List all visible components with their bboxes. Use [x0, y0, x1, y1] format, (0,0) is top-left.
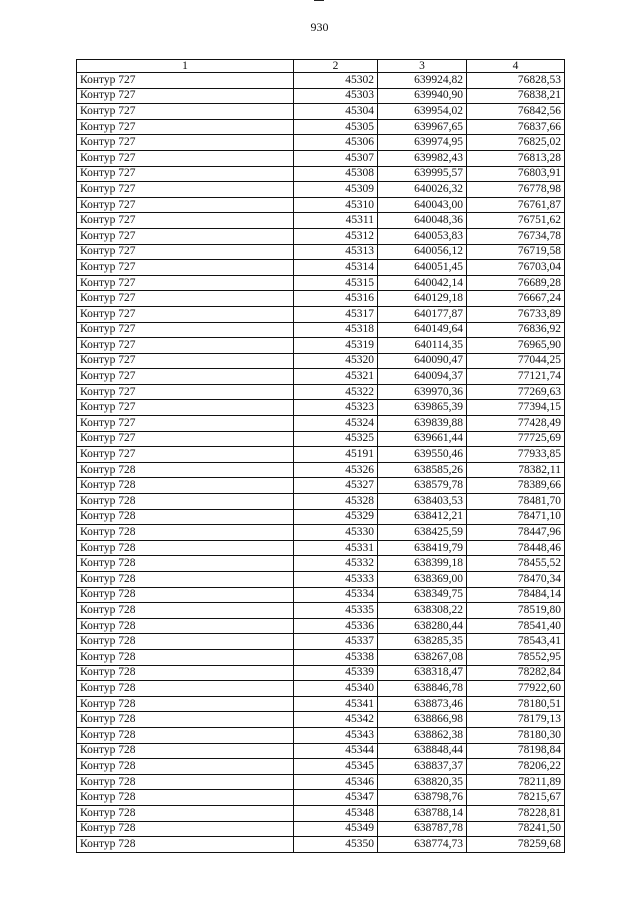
y-coordinate-cell: 76837,66	[467, 119, 565, 135]
point-number-cell: 45328	[294, 494, 378, 510]
x-coordinate-cell: 638412,21	[378, 509, 467, 525]
column-header-3: 3	[378, 60, 467, 73]
x-coordinate-cell: 638866,98	[378, 712, 467, 728]
table-header	[77, 60, 565, 73]
y-coordinate-cell: 76719,58	[467, 244, 565, 260]
point-number-cell: 45337	[294, 634, 378, 650]
table-row	[77, 712, 565, 728]
contour-name-cell: Контур 728	[77, 759, 294, 775]
point-number-cell: 45349	[294, 821, 378, 837]
table-row	[77, 353, 565, 369]
contour-name-cell: Контур 728	[77, 649, 294, 665]
x-coordinate-cell: 640051,45	[378, 260, 467, 276]
x-coordinate-cell: 638285,35	[378, 634, 467, 650]
table-row	[77, 462, 565, 478]
table-row	[77, 540, 565, 556]
table-row	[77, 805, 565, 821]
contour-name-cell: Контур 728	[77, 509, 294, 525]
table-row	[77, 416, 565, 432]
contour-name-cell: Контур 727	[77, 306, 294, 322]
x-coordinate-cell: 638774,73	[378, 837, 467, 853]
point-number-cell: 45334	[294, 587, 378, 603]
y-coordinate-cell: 78470,34	[467, 572, 565, 588]
table-row	[77, 228, 565, 244]
contour-name-cell: Контур 727	[77, 73, 294, 89]
y-coordinate-cell: 76842,56	[467, 104, 565, 120]
x-coordinate-cell: 639839,88	[378, 416, 467, 432]
point-number-cell: 45341	[294, 696, 378, 712]
coordinates-table	[76, 59, 565, 853]
point-number-cell: 45325	[294, 431, 378, 447]
point-number-cell: 45306	[294, 135, 378, 151]
contour-name-cell: Контур 728	[77, 618, 294, 634]
point-number-cell: 45326	[294, 462, 378, 478]
y-coordinate-cell: 76813,28	[467, 150, 565, 166]
y-coordinate-cell: 78471,10	[467, 509, 565, 525]
y-coordinate-cell: 78389,66	[467, 478, 565, 494]
contour-name-cell: Контур 728	[77, 727, 294, 743]
point-number-cell: 45304	[294, 104, 378, 120]
table-row	[77, 665, 565, 681]
y-coordinate-cell: 78484,14	[467, 587, 565, 603]
x-coordinate-cell: 639954,02	[378, 104, 467, 120]
y-coordinate-cell: 78228,81	[467, 805, 565, 821]
y-coordinate-cell: 76667,24	[467, 291, 565, 307]
y-coordinate-cell: 76751,62	[467, 213, 565, 229]
page-number: 930	[310, 20, 329, 34]
point-number-cell: 45330	[294, 525, 378, 541]
x-coordinate-cell: 639940,90	[378, 88, 467, 104]
y-coordinate-cell: 78211,89	[467, 774, 565, 790]
contour-name-cell: Контур 727	[77, 213, 294, 229]
point-number-cell: 45331	[294, 540, 378, 556]
point-number-cell: 45314	[294, 260, 378, 276]
point-number-cell: 45340	[294, 681, 378, 697]
table-row	[77, 104, 565, 120]
y-coordinate-cell: 78481,70	[467, 494, 565, 510]
x-coordinate-cell: 639865,39	[378, 400, 467, 416]
contour-name-cell: Контур 728	[77, 681, 294, 697]
table-row	[77, 369, 565, 385]
contour-name-cell: Контур 727	[77, 338, 294, 354]
table-row	[77, 119, 565, 135]
contour-name-cell: Контур 728	[77, 712, 294, 728]
contour-name-cell: Контур 727	[77, 431, 294, 447]
y-coordinate-cell: 76734,78	[467, 228, 565, 244]
x-coordinate-cell: 639982,43	[378, 150, 467, 166]
y-coordinate-cell: 78198,84	[467, 743, 565, 759]
x-coordinate-cell: 638579,78	[378, 478, 467, 494]
y-coordinate-cell: 76703,04	[467, 260, 565, 276]
table-row	[77, 649, 565, 665]
contour-name-cell: Контур 727	[77, 291, 294, 307]
table-row	[77, 135, 565, 151]
contour-name-cell: Контур 727	[77, 353, 294, 369]
table-row	[77, 88, 565, 104]
y-coordinate-cell: 78552,95	[467, 649, 565, 665]
point-number-cell: 45321	[294, 369, 378, 385]
table-row	[77, 244, 565, 260]
y-coordinate-cell: 76836,92	[467, 322, 565, 338]
table-row	[77, 338, 565, 354]
column-header-4: 4	[467, 60, 565, 73]
contour-name-cell: Контур 728	[77, 556, 294, 572]
header-row	[77, 60, 565, 73]
table-row	[77, 400, 565, 416]
x-coordinate-cell: 640042,14	[378, 275, 467, 291]
x-coordinate-cell: 638399,18	[378, 556, 467, 572]
y-coordinate-cell: 78448,46	[467, 540, 565, 556]
x-coordinate-cell: 640129,18	[378, 291, 467, 307]
x-coordinate-cell: 639924,82	[378, 73, 467, 89]
table-row	[77, 727, 565, 743]
y-coordinate-cell: 78447,96	[467, 525, 565, 541]
x-coordinate-cell: 638787,78	[378, 821, 467, 837]
x-coordinate-cell: 640177,87	[378, 306, 467, 322]
y-coordinate-cell: 78382,11	[467, 462, 565, 478]
table-row	[77, 73, 565, 89]
table-row	[77, 774, 565, 790]
x-coordinate-cell: 640043,00	[378, 197, 467, 213]
x-coordinate-cell: 639970,36	[378, 384, 467, 400]
contour-name-cell: Контур 727	[77, 150, 294, 166]
point-number-cell: 45313	[294, 244, 378, 260]
x-coordinate-cell: 638848,44	[378, 743, 467, 759]
table-row	[77, 166, 565, 182]
point-number-cell: 45348	[294, 805, 378, 821]
y-coordinate-cell: 78180,30	[467, 727, 565, 743]
table-row	[77, 556, 565, 572]
x-coordinate-cell: 639550,46	[378, 447, 467, 463]
x-coordinate-cell: 640090,47	[378, 353, 467, 369]
y-coordinate-cell: 76733,89	[467, 306, 565, 322]
point-number-cell: 45344	[294, 743, 378, 759]
x-coordinate-cell: 640026,32	[378, 182, 467, 198]
contour-name-cell: Контур 727	[77, 104, 294, 120]
contour-name-cell: Контур 728	[77, 603, 294, 619]
point-number-cell: 45322	[294, 384, 378, 400]
point-number-cell: 45308	[294, 166, 378, 182]
table-row	[77, 618, 565, 634]
table-row	[77, 790, 565, 806]
y-coordinate-cell: 78259,68	[467, 837, 565, 853]
y-coordinate-cell: 76825,02	[467, 135, 565, 151]
point-number-cell: 45318	[294, 322, 378, 338]
x-coordinate-cell: 638846,78	[378, 681, 467, 697]
contour-name-cell: Контур 728	[77, 837, 294, 853]
y-coordinate-cell: 78215,67	[467, 790, 565, 806]
table-row	[77, 431, 565, 447]
x-coordinate-cell: 638798,76	[378, 790, 467, 806]
contour-name-cell: Контур 727	[77, 275, 294, 291]
point-number-cell: 45311	[294, 213, 378, 229]
x-coordinate-cell: 639974,95	[378, 135, 467, 151]
y-coordinate-cell: 76778,98	[467, 182, 565, 198]
point-number-cell: 45309	[294, 182, 378, 198]
y-coordinate-cell: 76803,91	[467, 166, 565, 182]
y-coordinate-cell: 78543,41	[467, 634, 565, 650]
point-number-cell: 45346	[294, 774, 378, 790]
point-number-cell: 45312	[294, 228, 378, 244]
table-row	[77, 634, 565, 650]
point-number-cell: 45317	[294, 306, 378, 322]
y-coordinate-cell: 78455,52	[467, 556, 565, 572]
table-row	[77, 447, 565, 463]
column-header-1: 1	[77, 60, 294, 73]
top-dash-mark	[314, 0, 324, 1]
point-number-cell: 45302	[294, 73, 378, 89]
contour-name-cell: Контур 727	[77, 88, 294, 104]
contour-name-cell: Контур 728	[77, 462, 294, 478]
point-number-cell: 45320	[294, 353, 378, 369]
table-row	[77, 275, 565, 291]
point-number-cell: 45324	[294, 416, 378, 432]
contour-name-cell: Контур 728	[77, 665, 294, 681]
point-number-cell: 45332	[294, 556, 378, 572]
point-number-cell: 45316	[294, 291, 378, 307]
x-coordinate-cell: 640149,64	[378, 322, 467, 338]
table-row	[77, 681, 565, 697]
contour-name-cell: Контур 727	[77, 182, 294, 198]
point-number-cell: 45342	[294, 712, 378, 728]
contour-name-cell: Контур 728	[77, 634, 294, 650]
table-body	[77, 73, 565, 853]
contour-name-cell: Контур 728	[77, 743, 294, 759]
x-coordinate-cell: 638318,47	[378, 665, 467, 681]
contour-name-cell: Контур 727	[77, 416, 294, 432]
y-coordinate-cell: 78282,84	[467, 665, 565, 681]
point-number-cell: 45305	[294, 119, 378, 135]
y-coordinate-cell: 76838,21	[467, 88, 565, 104]
contour-name-cell: Контур 727	[77, 369, 294, 385]
x-coordinate-cell: 639967,65	[378, 119, 467, 135]
point-number-cell: 45191	[294, 447, 378, 463]
point-number-cell: 45343	[294, 727, 378, 743]
x-coordinate-cell: 638425,59	[378, 525, 467, 541]
point-number-cell: 45303	[294, 88, 378, 104]
point-number-cell: 45336	[294, 618, 378, 634]
x-coordinate-cell: 638280,44	[378, 618, 467, 634]
x-coordinate-cell: 640114,35	[378, 338, 467, 354]
y-coordinate-cell: 78241,50	[467, 821, 565, 837]
x-coordinate-cell: 640053,83	[378, 228, 467, 244]
table-row	[77, 509, 565, 525]
point-number-cell: 45335	[294, 603, 378, 619]
contour-name-cell: Контур 727	[77, 228, 294, 244]
y-coordinate-cell: 77121,74	[467, 369, 565, 385]
y-coordinate-cell: 78179,13	[467, 712, 565, 728]
table-row	[77, 696, 565, 712]
point-number-cell: 45345	[294, 759, 378, 775]
contour-name-cell: Контур 728	[77, 790, 294, 806]
y-coordinate-cell: 78541,40	[467, 618, 565, 634]
contour-name-cell: Контур 728	[77, 696, 294, 712]
table-row	[77, 150, 565, 166]
point-number-cell: 45323	[294, 400, 378, 416]
contour-name-cell: Контур 728	[77, 587, 294, 603]
column-header-2: 2	[294, 60, 378, 73]
contour-name-cell: Контур 727	[77, 166, 294, 182]
contour-name-cell: Контур 727	[77, 244, 294, 260]
contour-name-cell: Контур 727	[77, 400, 294, 416]
x-coordinate-cell: 638349,75	[378, 587, 467, 603]
contour-name-cell: Контур 728	[77, 821, 294, 837]
table-row	[77, 743, 565, 759]
table-row	[77, 322, 565, 338]
table-row	[77, 494, 565, 510]
table-row	[77, 603, 565, 619]
table-row	[77, 182, 565, 198]
x-coordinate-cell: 638403,53	[378, 494, 467, 510]
x-coordinate-cell: 638308,22	[378, 603, 467, 619]
y-coordinate-cell: 78519,80	[467, 603, 565, 619]
point-number-cell: 45310	[294, 197, 378, 213]
x-coordinate-cell: 639995,57	[378, 166, 467, 182]
x-coordinate-cell: 640048,36	[378, 213, 467, 229]
x-coordinate-cell: 639661,44	[378, 431, 467, 447]
table-row	[77, 587, 565, 603]
contour-name-cell: Контур 728	[77, 805, 294, 821]
point-number-cell: 45339	[294, 665, 378, 681]
y-coordinate-cell: 77269,63	[467, 384, 565, 400]
y-coordinate-cell: 76965,90	[467, 338, 565, 354]
contour-name-cell: Контур 727	[77, 260, 294, 276]
point-number-cell: 45315	[294, 275, 378, 291]
y-coordinate-cell: 77044,25	[467, 353, 565, 369]
y-coordinate-cell: 77922,60	[467, 681, 565, 697]
contour-name-cell: Контур 727	[77, 384, 294, 400]
contour-name-cell: Контур 727	[77, 447, 294, 463]
y-coordinate-cell: 77394,15	[467, 400, 565, 416]
x-coordinate-cell: 638862,38	[378, 727, 467, 743]
point-number-cell: 45333	[294, 572, 378, 588]
contour-name-cell: Контур 728	[77, 572, 294, 588]
contour-name-cell: Контур 727	[77, 135, 294, 151]
table-row	[77, 478, 565, 494]
point-number-cell: 45327	[294, 478, 378, 494]
x-coordinate-cell: 638267,08	[378, 649, 467, 665]
x-coordinate-cell: 640094,37	[378, 369, 467, 385]
table-row	[77, 837, 565, 853]
y-coordinate-cell: 78180,51	[467, 696, 565, 712]
point-number-cell: 45350	[294, 837, 378, 853]
y-coordinate-cell: 77933,85	[467, 447, 565, 463]
x-coordinate-cell: 638820,35	[378, 774, 467, 790]
contour-name-cell: Контур 728	[77, 525, 294, 541]
y-coordinate-cell: 76761,87	[467, 197, 565, 213]
contour-name-cell: Контур 727	[77, 119, 294, 135]
table-row	[77, 821, 565, 837]
point-number-cell: 45329	[294, 509, 378, 525]
y-coordinate-cell: 77725,69	[467, 431, 565, 447]
table-row	[77, 260, 565, 276]
x-coordinate-cell: 638837,37	[378, 759, 467, 775]
table-row	[77, 306, 565, 322]
x-coordinate-cell: 638585,26	[378, 462, 467, 478]
table-row	[77, 759, 565, 775]
contour-name-cell: Контур 728	[77, 774, 294, 790]
contour-name-cell: Контур 727	[77, 197, 294, 213]
x-coordinate-cell: 640056,12	[378, 244, 467, 260]
y-coordinate-cell: 77428,49	[467, 416, 565, 432]
point-number-cell: 45319	[294, 338, 378, 354]
point-number-cell: 45347	[294, 790, 378, 806]
y-coordinate-cell: 76828,53	[467, 73, 565, 89]
x-coordinate-cell: 638788,14	[378, 805, 467, 821]
table-row	[77, 525, 565, 541]
point-number-cell: 45338	[294, 649, 378, 665]
y-coordinate-cell: 76689,28	[467, 275, 565, 291]
table-row	[77, 384, 565, 400]
x-coordinate-cell: 638369,00	[378, 572, 467, 588]
point-number-cell: 45307	[294, 150, 378, 166]
table-row	[77, 572, 565, 588]
contour-name-cell: Контур 727	[77, 322, 294, 338]
x-coordinate-cell: 638419,79	[378, 540, 467, 556]
x-coordinate-cell: 638873,46	[378, 696, 467, 712]
table-row	[77, 197, 565, 213]
contour-name-cell: Контур 728	[77, 540, 294, 556]
contour-name-cell: Контур 728	[77, 478, 294, 494]
contour-name-cell: Контур 728	[77, 494, 294, 510]
table-row	[77, 213, 565, 229]
table-row	[77, 291, 565, 307]
y-coordinate-cell: 78206,22	[467, 759, 565, 775]
